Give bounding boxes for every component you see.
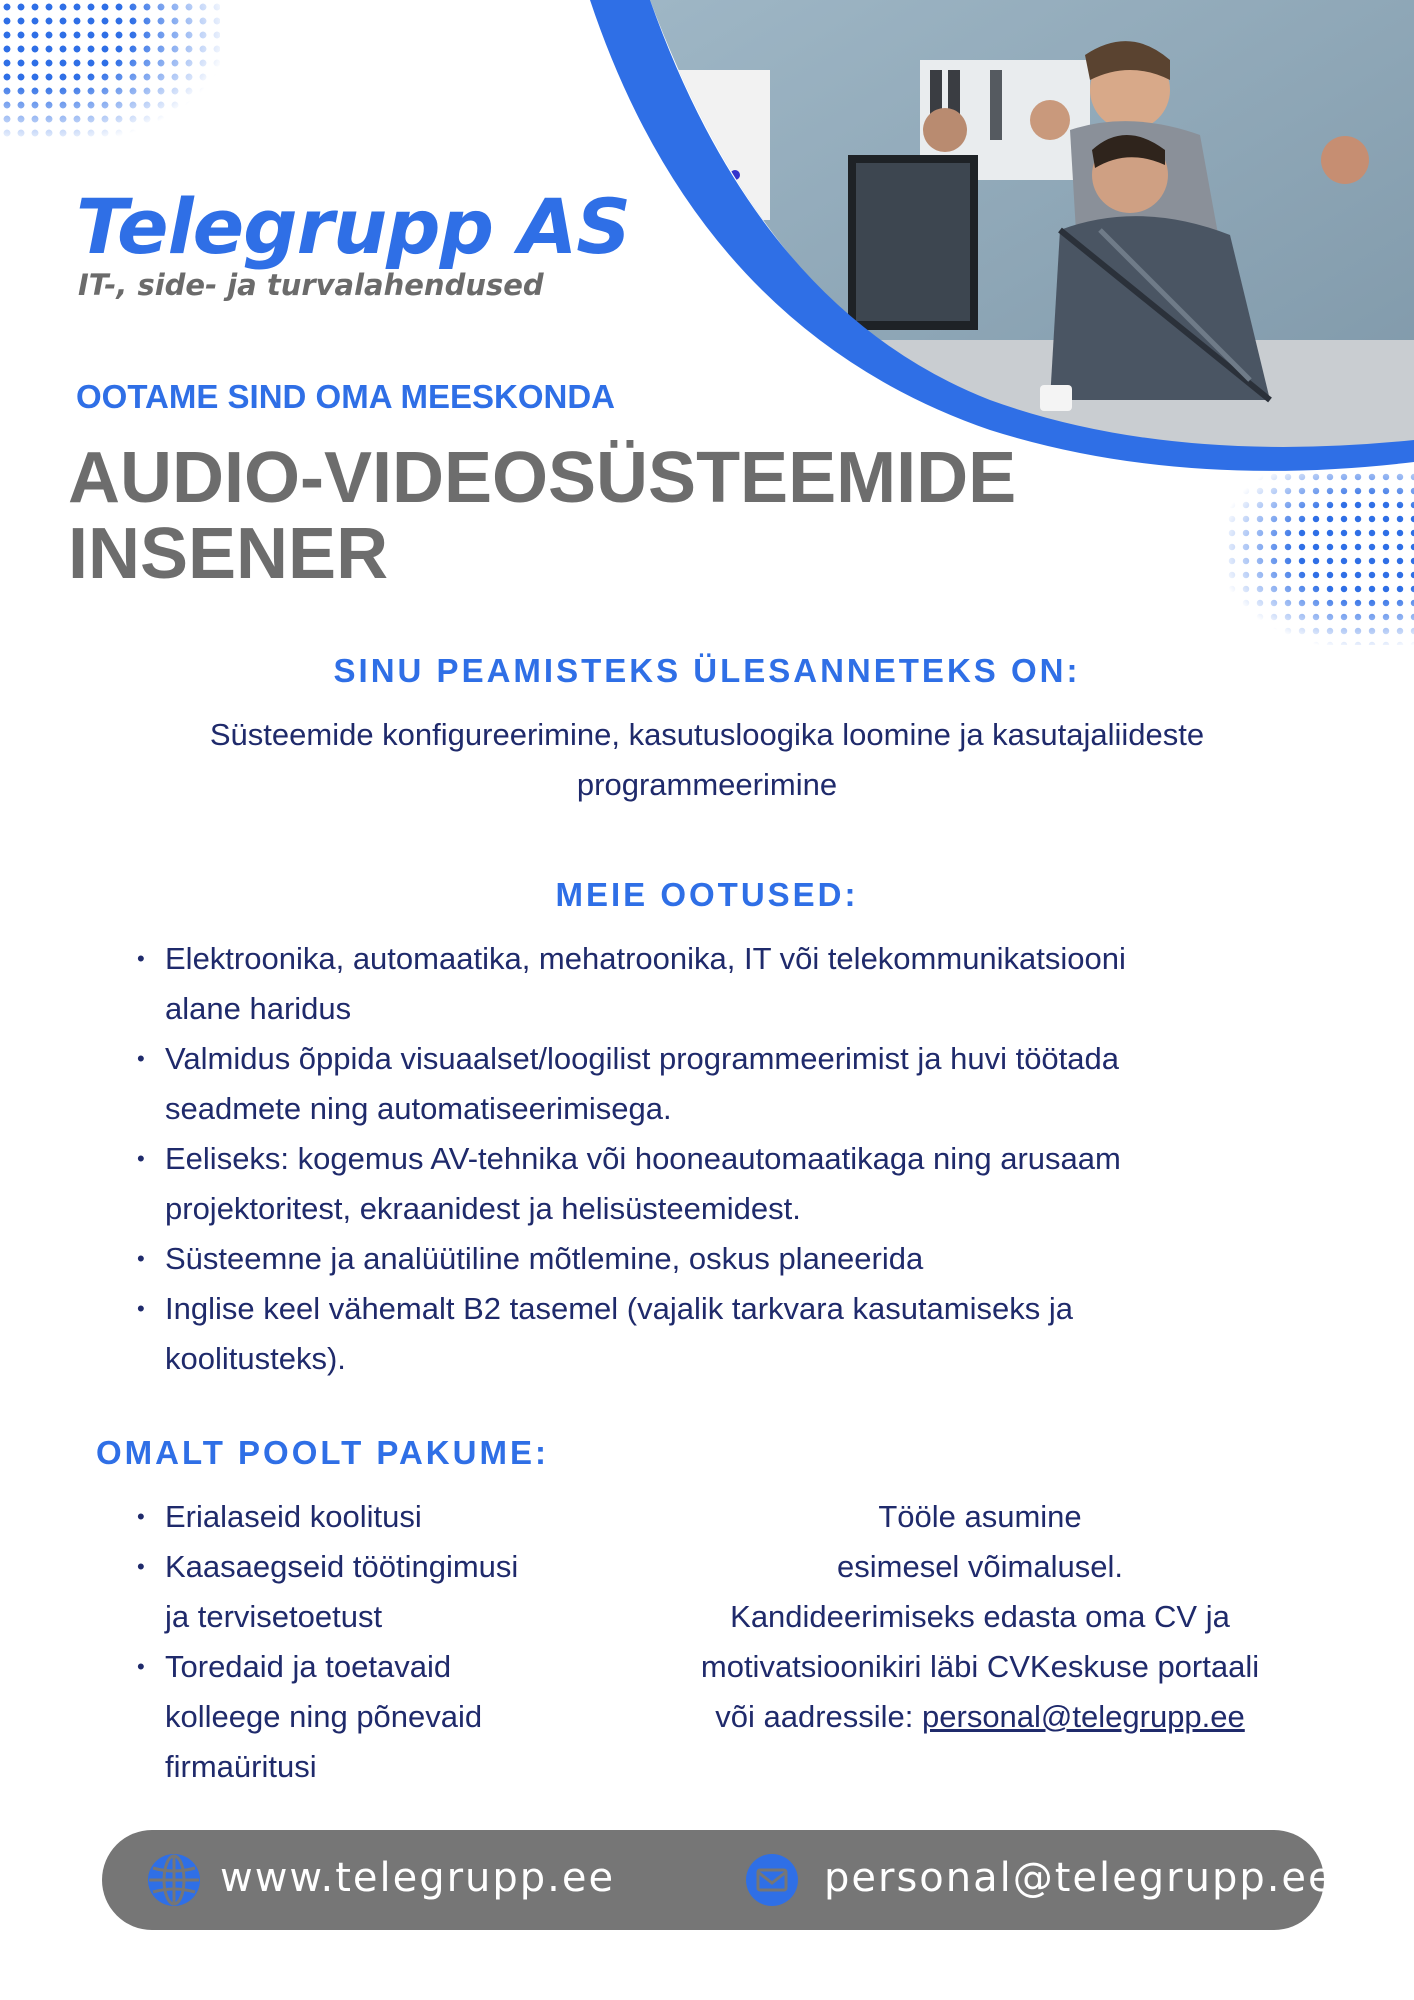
tasks-text (60, 710, 1354, 810)
list-item-line: Erialaseid koolitusi (165, 1499, 422, 1534)
tasks-text-line-2: programmeerimine (576, 767, 838, 802)
apply-instructions: Kandideerimiseks edasta oma CV ja (730, 1599, 1230, 1634)
offer-heading: OMALT POOLT PAKUME: (96, 1434, 549, 1471)
list-item-line: alane haridus (165, 991, 352, 1026)
expectations-heading: MEIE OOTUSED: (555, 876, 859, 913)
envelope-icon (744, 1852, 800, 1908)
list-item (137, 1234, 1315, 1284)
bullet-icon: • (137, 1296, 145, 1321)
start-date-text-2: esimesel võimalusel. (837, 1549, 1123, 1584)
list-item-line: Kaasaegseid töötingimusi (165, 1549, 519, 1584)
apply-info (620, 1492, 1340, 1742)
bullet-icon: • (137, 1046, 145, 1071)
list-item (137, 1542, 625, 1642)
list-item-line: seadmete ning automatiseerimisega. (165, 1091, 672, 1126)
footer-website-link[interactable]: www.telegrupp.ee (220, 1855, 616, 1901)
list-item-line: Eeliseks: kogemus AV-tehnika või hooneautomaatikaga ning arusaam (165, 1141, 1121, 1176)
list-item-line: Elektroonika, automaatika, mehatroonika, IT või telekommunikatsiooni (165, 941, 1126, 976)
tasks-text-line-1: Süsteemide konfigureerimine, kasutusloogika loomine ja kasutajaliideste (209, 717, 1205, 752)
list-item (137, 1134, 1315, 1234)
list-item (137, 1492, 625, 1542)
bullet-icon: • (137, 1146, 145, 1171)
job-title-line-1: AUDIO-VIDEOSÜSTEEMIDE (68, 438, 1017, 518)
company-name: Telegrupp AS (76, 182, 630, 271)
footer-email-link[interactable]: personal@telegrupp.ee (824, 1855, 1335, 1901)
bullet-icon: • (137, 1654, 145, 1679)
globe-icon (146, 1852, 202, 1908)
apply-email-link[interactable]: personal@telegrupp.ee (922, 1699, 1245, 1734)
bullet-icon: • (137, 1504, 145, 1529)
list-item-line: kolleege ning põnevaid (165, 1699, 483, 1734)
bullet-icon: • (137, 1246, 145, 1271)
list-item-line: projektoritest, ekraanidest ja helisüsteemidest. (165, 1191, 801, 1226)
bullet-icon: • (137, 1554, 145, 1579)
bullet-icon: • (137, 946, 145, 971)
company-tagline: IT-, side- ja turvalahendused (78, 268, 544, 302)
job-title (68, 440, 1068, 592)
apply-email-line (620, 1692, 1340, 1742)
job-title-line-2: INSENER (68, 514, 389, 594)
expectations-list (137, 934, 1315, 1384)
list-item (137, 1284, 1315, 1384)
list-item-line: Süsteemne ja analüütiline mõtlemine, oskus planeerida (165, 1241, 924, 1276)
tasks-heading: SINU PEAMISTEKS ÜLESANNETEKS ON: (333, 652, 1081, 689)
list-item (137, 1034, 1315, 1134)
list-item-line: koolitusteks). (165, 1341, 346, 1376)
list-item-line: ja tervisetoetust (165, 1599, 383, 1634)
apply-email-prefix: või aadressile: (715, 1699, 923, 1734)
offer-list (137, 1492, 625, 1792)
list-item-line: Inglise keel vähemalt B2 tasemel (vajalik tarkvara kasutamiseks ja (165, 1291, 1073, 1326)
list-item-line: Toredaid ja toetavaid (165, 1649, 452, 1684)
list-item (137, 934, 1315, 1034)
list-item (137, 1642, 625, 1792)
list-item-line: firmaüritusi (165, 1749, 317, 1784)
apply-instructions-2: motivatsioonikiri läbi CVKeskuse portaali (700, 1649, 1260, 1684)
start-date-text: Tööle asumine (878, 1499, 1082, 1534)
halftone-dots-right (1225, 470, 1414, 645)
list-item-line: Valmidus õppida visuaalset/loogilist programmeerimist ja huvi töötada (165, 1041, 1120, 1076)
invite-heading: OOTAME SIND OMA MEESKONDA (76, 378, 616, 415)
